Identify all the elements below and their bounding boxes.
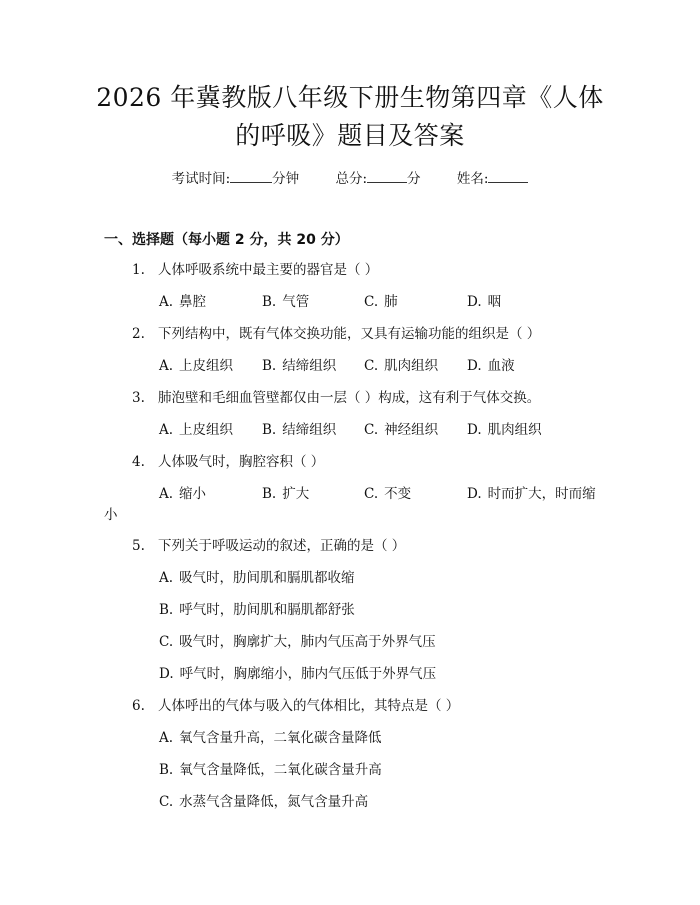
question-2-option-b[interactable]: [262, 356, 336, 376]
question-text: 下列结构中，既有气体交换功能，又具有运输功能的组织是（ ）: [158, 326, 541, 342]
option-text: 缩小: [179, 486, 207, 502]
option-letter: B.: [262, 486, 277, 502]
question-3-option-c[interactable]: [364, 420, 438, 440]
option-text: 肺: [384, 294, 398, 310]
question-2-option-d[interactable]: [467, 356, 515, 376]
option-text: 鼻腔: [179, 294, 207, 310]
exam-time-field: [172, 171, 300, 187]
exam-time-unit: 分钟: [272, 171, 300, 187]
question-6-option-b[interactable]: [159, 760, 382, 780]
option-text: 呼气时，胸廓缩小，肺内气压低于外界气压: [179, 666, 437, 682]
option-text: 上皮组织: [179, 422, 234, 438]
total-score-label: 总分:: [335, 171, 368, 187]
question-2-option-c[interactable]: [364, 356, 438, 376]
option-text: 上皮组织: [179, 358, 234, 374]
question-text: 人体吸气时，胸腔容积（ ）: [158, 454, 325, 470]
option-text: 肌肉组织: [384, 358, 439, 374]
option-text: 肌肉组织: [487, 422, 542, 438]
student-name-blank[interactable]: [488, 168, 528, 183]
option-letter: C.: [159, 794, 174, 810]
question-number: 2.: [132, 326, 145, 342]
option-letter: D.: [159, 666, 174, 682]
option-letter: C.: [159, 634, 174, 650]
document-title-line-2: 的呼吸》题目及答案: [235, 121, 465, 150]
question-6: [132, 696, 459, 716]
exam-info-line: [0, 168, 700, 189]
student-name-label: 姓名:: [456, 171, 489, 187]
student-name-field: [457, 171, 529, 187]
section-title-multiple-choice: 一、选择题（每小题 2 分，共 20 分）: [104, 232, 349, 248]
question-3-option-b[interactable]: [262, 420, 336, 440]
question-number: 3.: [132, 390, 145, 406]
option-text: 神经组织: [384, 422, 439, 438]
question-4-option-d[interactable]: [467, 484, 596, 504]
question-1-option-b[interactable]: [262, 292, 309, 312]
question-6-option-c[interactable]: [159, 792, 368, 812]
option-letter: A.: [159, 486, 174, 502]
question-number: 1.: [132, 262, 145, 278]
question-text: 下列关于呼吸运动的叙述，正确的是（ ）: [158, 538, 406, 554]
option-letter: D.: [467, 486, 482, 502]
option-letter: C.: [364, 358, 379, 374]
option-text: 结缔组织: [282, 358, 337, 374]
option-letter: C.: [364, 294, 379, 310]
question-3: [132, 388, 540, 408]
option-text: 扩大: [282, 486, 310, 502]
option-letter: A.: [159, 294, 174, 310]
exam-time-label: 考试时间:: [171, 171, 231, 187]
question-2: [132, 324, 540, 344]
option-letter: D.: [467, 358, 482, 374]
question-4-option-c[interactable]: [364, 484, 411, 504]
question-6-option-a[interactable]: [159, 728, 382, 748]
option-letter: C.: [364, 486, 379, 502]
option-text: 吸气时，肋间肌和膈肌都收缩: [179, 570, 355, 586]
question-text: 人体呼出的气体与吸入的气体相比，其特点是（ ）: [158, 698, 460, 714]
option-text: 结缔组织: [282, 422, 337, 438]
exam-time-blank[interactable]: [230, 168, 272, 183]
question-1-option-c[interactable]: [364, 292, 398, 312]
option-letter: B.: [262, 422, 277, 438]
option-text: 水蒸气含量降低，氮气含量升高: [179, 794, 369, 810]
option-text: 吸气时，胸廓扩大，肺内气压高于外界气压: [179, 634, 436, 650]
question-3-option-d[interactable]: [467, 420, 542, 440]
question-5-option-a[interactable]: [159, 568, 355, 588]
total-score-blank[interactable]: [367, 168, 407, 183]
question-text: 肺泡壁和毛细血管壁都仅由一层（ ）构成，这有利于气体交换。: [158, 390, 541, 406]
total-score-field: [335, 171, 420, 187]
option-letter: B.: [159, 762, 174, 778]
question-number: 4.: [132, 454, 145, 470]
question-text: 人体呼吸系统中最主要的器官是（ ）: [158, 262, 379, 278]
option-letter: C.: [364, 422, 379, 438]
question-5-option-c[interactable]: [159, 632, 436, 652]
option-text: 血液: [487, 358, 515, 374]
option-text: 咽: [487, 294, 502, 310]
question-4-option-d-wrap: 小: [104, 507, 118, 523]
option-text: 时而扩大，时而缩: [487, 486, 596, 502]
option-text: 氧气含量降低，二氧化碳含量升高: [179, 762, 382, 778]
question-1: [132, 260, 378, 280]
option-text: 不变: [384, 486, 412, 502]
question-1-option-a[interactable]: [159, 292, 206, 312]
option-letter: D.: [467, 422, 482, 438]
option-letter: A.: [159, 730, 174, 746]
question-5: [132, 536, 405, 556]
document-title-line-1: 2026 年冀教版八年级下册生物第四章《人体: [96, 83, 604, 112]
option-text: 气管: [282, 294, 310, 310]
question-4-option-a[interactable]: [159, 484, 206, 504]
option-letter: D.: [467, 294, 482, 310]
total-score-unit: 分: [407, 171, 421, 187]
question-4-option-b[interactable]: [262, 484, 309, 504]
option-text: 氧气含量升高，二氧化碳含量降低: [179, 730, 382, 746]
question-1-option-d[interactable]: [467, 292, 501, 312]
option-letter: B.: [262, 294, 277, 310]
option-letter: B.: [159, 602, 174, 618]
question-3-option-a[interactable]: [159, 420, 233, 440]
question-5-option-b[interactable]: [159, 600, 355, 620]
question-number: 5.: [132, 538, 145, 554]
option-letter: B.: [262, 358, 277, 374]
question-5-option-d[interactable]: [159, 664, 436, 684]
question-number: 6.: [132, 698, 145, 714]
question-2-option-a[interactable]: [159, 356, 233, 376]
option-letter: A.: [159, 570, 174, 586]
question-4: [132, 452, 324, 472]
option-letter: A.: [159, 358, 174, 374]
option-letter: A.: [159, 422, 174, 438]
option-text: 呼气时，肋间肌和膈肌都舒张: [179, 602, 355, 618]
